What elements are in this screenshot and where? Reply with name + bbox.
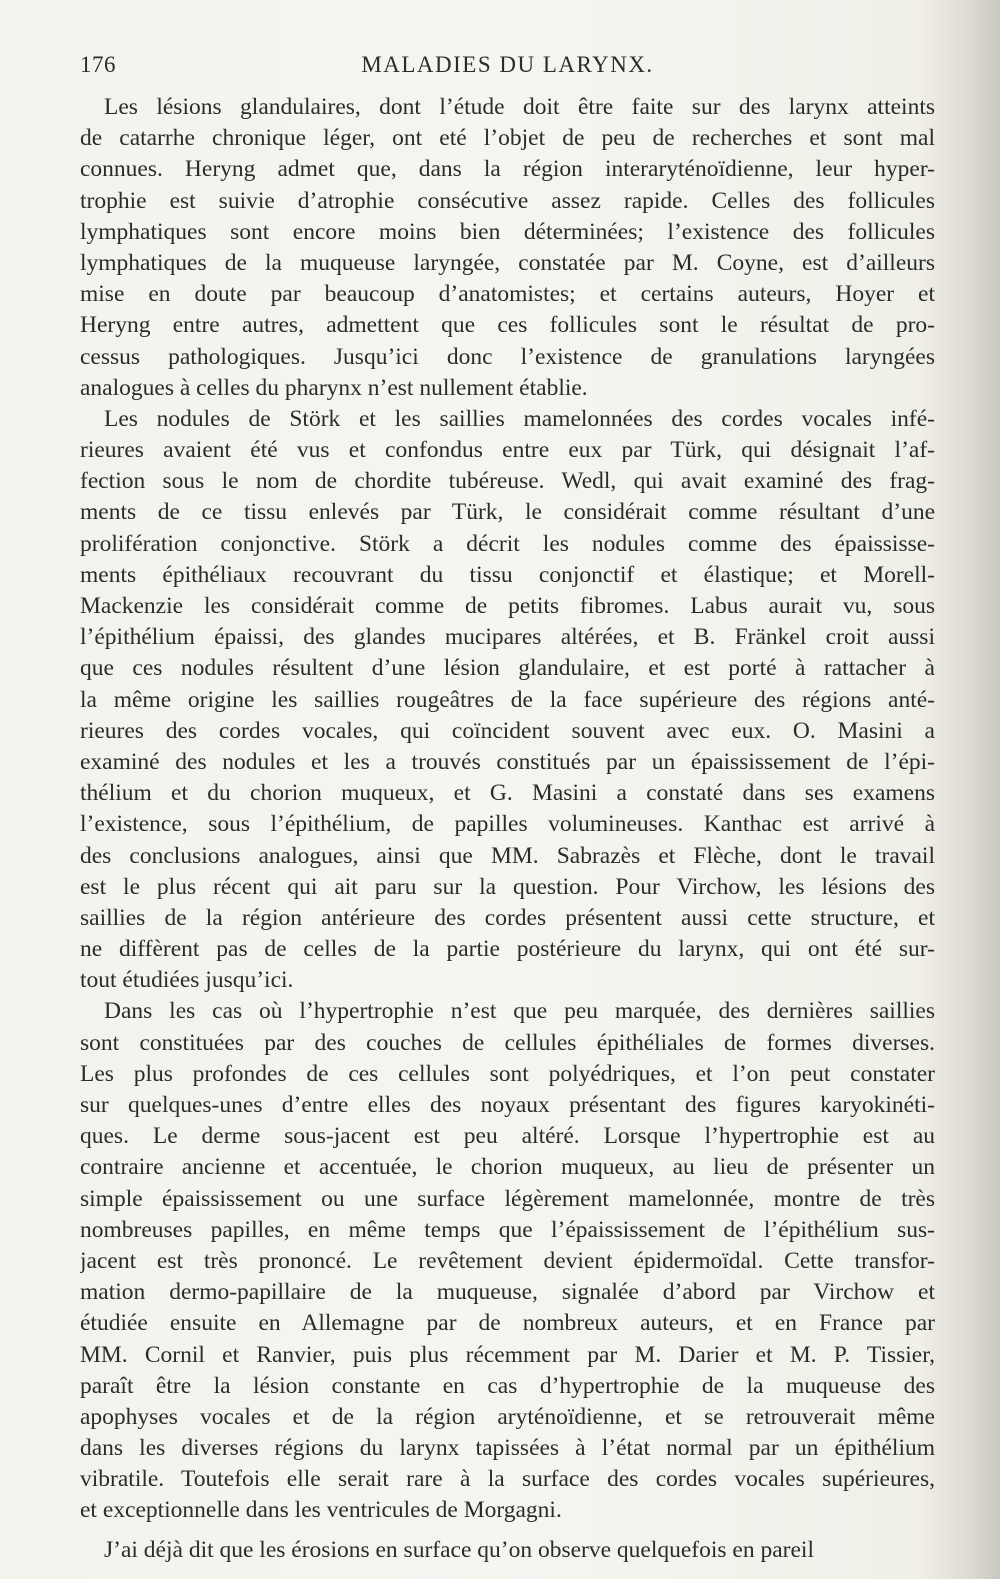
text-line: ne diffèrent pas de celles de la partie postérieure du larynx, qui ont été sur- [80, 936, 935, 963]
text-line: sur quelques-unes d’entre elles des noyaux présentant des figures karyokinéti- [80, 1092, 935, 1118]
text-line: de catarrhe chronique léger, ont eté l’objet de peu de recherches et sont mal [80, 125, 935, 152]
text-line: et exceptionnelle dans les ventricules de Morgagni. [80, 1497, 562, 1524]
text-line: trophie est suivie d’atrophie consécutive assez rapide. Celles des follicules [80, 187, 935, 214]
paragraph [80, 996, 935, 1526]
text-line: rieures des cordes vocales, qui coïncident souvent avec eux. O. Masini a [80, 717, 935, 744]
text-line: Les plus profondes de ces cellules sont polyédriques, et l’on peut constater [80, 1060, 935, 1087]
text-line: nombreuses papilles, en même temps que l’épaississement de l’épithélium sus- [80, 1216, 935, 1243]
text-line: contraire ancienne et accentuée, le chorion muqueux, au lieu de présenter un [80, 1154, 935, 1181]
text-line: cessus pathologiques. Jusqu’ici donc l’existence de granulations laryngées [80, 343, 935, 370]
text-line: l’existence, sous l’épithélium, de papilles volumineuses. Kanthac est arrivé à [80, 811, 935, 838]
paragraph [80, 404, 935, 997]
text-line: Dans les cas où l’hypertrophie n’est que peu marquée, des dernières saillies [104, 998, 935, 1025]
text-line: vibratile. Toutefois elle serait rare à la surface des cordes vocales supérieures, [80, 1466, 935, 1493]
text-line: connues. Heryng admet que, dans la région interaryténoïdienne, leur hyper- [80, 156, 935, 183]
text-line: apophyses vocales et de la région aryténoïdienne, et se retrouverait même [80, 1403, 935, 1430]
text-line: fection sous le nom de chordite tubéreuse. Wedl, qui avait examiné des frag- [80, 468, 935, 495]
text-line: lymphatiques de la muqueuse laryngée, constatée par M. Coyne, est d’ailleurs [80, 249, 935, 276]
text-line: ques. Le derme sous-jacent est peu altéré. Lorsque l’hypertrophie est au [80, 1123, 935, 1150]
text-line: paraît être la lésion constante en cas d’hypertrophie de la muqueuse des [80, 1372, 935, 1399]
text-line: sont constituées par des couches de cellules épithéliales de formes diverses. [80, 1029, 935, 1056]
text-line: Les nodules de Störk et les saillies mamelonnées des cordes vocales infé- [104, 405, 935, 432]
text-line: prolifération conjonctive. Störk a décrit les nodules comme des épaississe- [80, 530, 935, 557]
text-line: dans les diverses régions du larynx tapissées à l’état normal par un épithélium [80, 1435, 935, 1462]
text-line: ments épithéliaux recouvrant du tissu conjonctif et élastique; et Morell- [80, 561, 935, 588]
text-line: mation dermo-papillaire de la muqueuse, signalée d’abord par Virchow et [80, 1279, 935, 1306]
text-line: ments de ce tissu enlevés par Türk, le considérait comme résultant d’une [80, 499, 935, 526]
text-line: simple épaississement ou une surface légèrement mamelonnée, montre de très [80, 1185, 935, 1212]
text-line: que ces nodules résultent d’une lésion glandulaire, et est porté à rattacher à [80, 655, 935, 682]
text-line: Mackenzie les considérait comme de petits fibromes. Labus aurait vu, sous [80, 593, 935, 619]
text-line: MM. Cornil et Ranvier, puis plus récemment par M. Darier et M. P. Tissier, [80, 1341, 935, 1368]
text-line: Les lésions glandulaires, dont l’étude doit être faite sur des larynx atteints [104, 94, 935, 120]
text-line: la même origine les saillies rougeâtres de la face supérieure des régions anté- [80, 686, 935, 713]
text-line: saillies de la région antérieure des cordes présentent aussi cette structure, et [80, 904, 935, 931]
text-line: l’épithélium épaissi, des glandes mucipares altérées, et B. Fränkel croit aussi [80, 624, 935, 651]
text-line: lymphatiques sont encore moins bien déterminées; l’existence des follicules [80, 218, 935, 245]
running-title: MALADIES DU LARYNX. [361, 52, 654, 77]
text-line: rieures avaient été vus et confondus entre eux par Türk, qui désignait l’af- [80, 437, 935, 464]
text-line: examiné des nodules et les a trouvés constitués par un épaississement de l’épi- [80, 748, 935, 775]
text-line: étudiée ensuite en Allemagne par de nombreux auteurs, et en France par [80, 1310, 935, 1337]
paragraph [80, 92, 935, 404]
text-line: mise en doute par beaucoup d’anatomistes; et certains auteurs, Hoyer et [80, 281, 935, 308]
text-line: Heryng entre autres, admettent que ces follicules sont le résultat de pro- [80, 312, 935, 339]
text-line: analogues à celles du pharynx n’est nullement établie. [80, 374, 588, 401]
body-text [80, 92, 935, 1566]
text-line: tout étudiées jusqu’ici. [80, 967, 294, 994]
page-header [80, 52, 935, 88]
text-line: thélium et du chorion muqueux, et G. Masini a constaté dans ses examens [80, 780, 935, 807]
paragraph [80, 1535, 935, 1566]
text-line: des conclusions analogues, ainsi que MM. Sabrazès et Flèche, dont le travail [80, 842, 935, 869]
text-line: est le plus récent qui ait paru sur la question. Pour Virchow, les lésions des [80, 873, 935, 900]
paragraph-gap [80, 1527, 935, 1535]
text-line: J’ai déjà dit que les érosions en surface qu’on observe quelquefois en pareil [104, 1536, 814, 1563]
page-number: 176 [80, 52, 116, 77]
text-line: jacent est très prononcé. Le revêtement devient épidermoïdal. Cette transfor- [80, 1247, 935, 1274]
